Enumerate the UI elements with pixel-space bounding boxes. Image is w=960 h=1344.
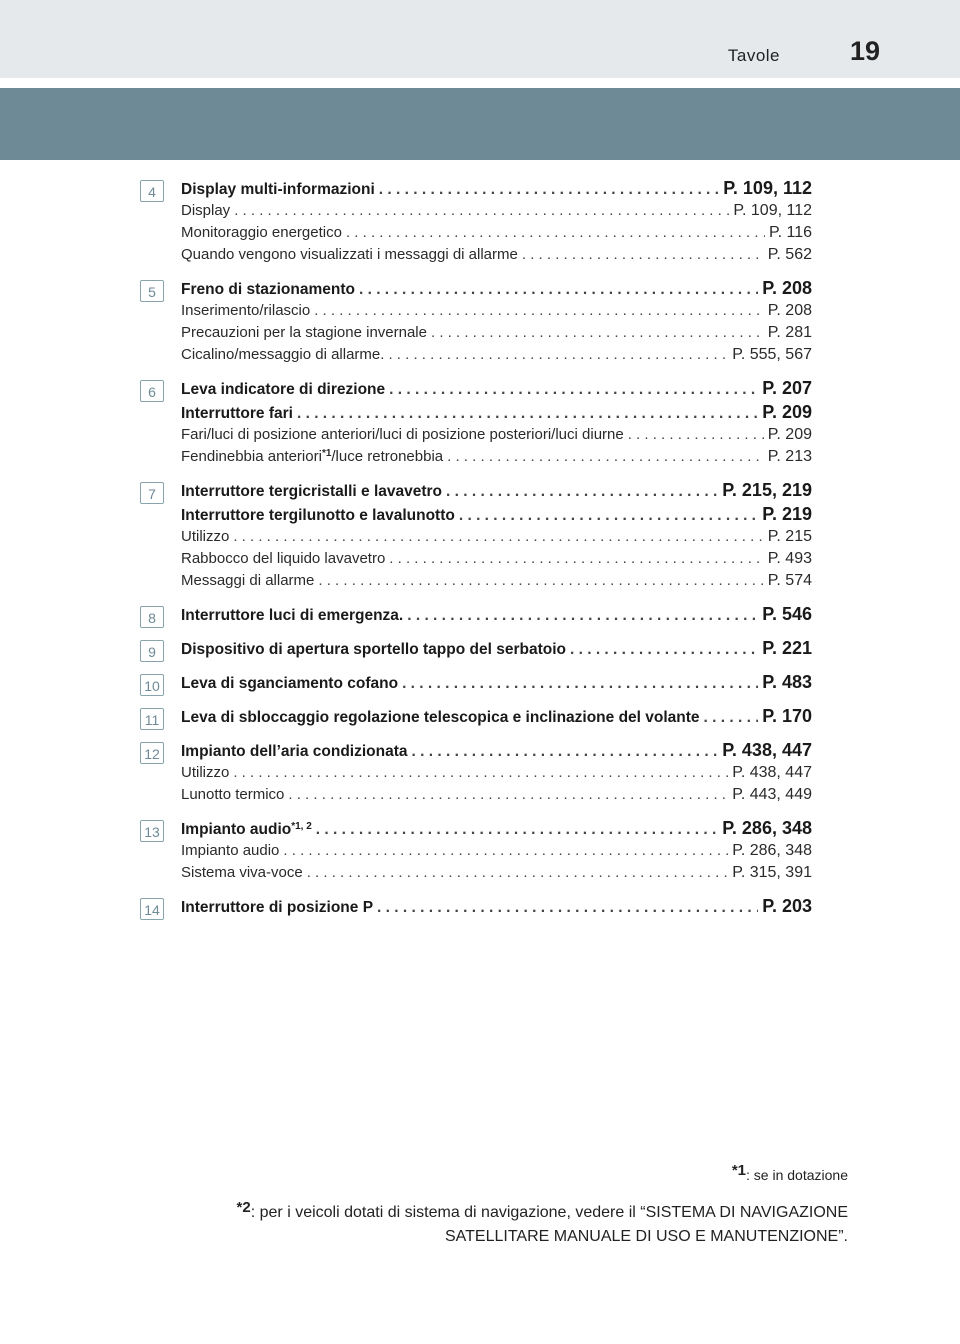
header-color-bar (0, 88, 960, 160)
dot-leader (297, 405, 758, 423)
toc-subentry[interactable] (181, 202, 812, 224)
dot-leader (233, 764, 728, 781)
page-reference[interactable]: P. 109, 112 (723, 178, 812, 198)
toc-entry[interactable] (181, 402, 812, 426)
entry-label-text: Monitoraggio energetico (181, 224, 342, 241)
entry-label-text: Utilizzo (181, 764, 230, 781)
entry-label-text: Fendinebbia anteriori (181, 448, 322, 465)
page-reference[interactable]: P. 443, 449 (732, 786, 812, 803)
footnote-2 (237, 1196, 848, 1249)
page-reference[interactable]: P. 221 (762, 638, 812, 658)
toc-subentry[interactable] (181, 302, 812, 324)
entry-label (181, 302, 310, 319)
page-reference[interactable]: P. 116 (768, 224, 812, 241)
callout-number-badge: 5 (140, 280, 164, 302)
page-reference[interactable]: P. 213 (767, 448, 812, 465)
entry-label (181, 842, 279, 859)
entry-label (181, 448, 443, 465)
toc-group-5 (140, 278, 812, 368)
toc-entry[interactable] (181, 896, 812, 920)
entry-label-text: Impianto dell’aria condizionata (181, 743, 408, 760)
entry-label-text: Messaggi di allarme (181, 572, 315, 589)
entry-label-text: Display multi-informazioni (181, 181, 375, 198)
footnote-2-text-line2: SATELLITARE MANUALE DI USO E MANUTENZIONE”. (444, 1228, 848, 1245)
callout-number-badge: 14 (140, 898, 164, 920)
toc-entry[interactable] (181, 706, 812, 730)
entry-label (181, 202, 230, 219)
entry-label (181, 607, 403, 625)
page-reference[interactable]: P. 546 (762, 604, 812, 624)
toc-group-4 (140, 178, 812, 268)
callout-number-badge: 6 (140, 380, 164, 402)
page-number: 19 (849, 36, 880, 66)
callout-number-badge: 7 (140, 482, 164, 504)
entry-label-text: Impianto audio (181, 842, 280, 859)
entry-label-text: Leva indicatore di direzione (181, 381, 386, 398)
entry-label-text: Interruttore tergilunotto e lavalunotto (181, 507, 455, 524)
page-reference[interactable]: P. 286, 348 (732, 842, 812, 859)
dot-leader (377, 899, 758, 917)
page-reference[interactable]: P. 215 (767, 528, 812, 545)
page-reference[interactable]: P. 109, 112 (733, 202, 812, 219)
entry-label (181, 381, 385, 399)
toc-group-10 (140, 672, 812, 696)
dot-leader (389, 550, 764, 567)
dot-leader (307, 864, 729, 881)
entry-label (181, 346, 384, 363)
entry-label (181, 864, 303, 881)
entry-label-text: Precauzioni per la stagione invernale (181, 324, 427, 341)
toc-group-11 (140, 706, 812, 730)
page-reference[interactable]: P. 207 (762, 378, 812, 398)
toc-group-13 (140, 818, 812, 886)
callout-number-badge: 10 (140, 674, 164, 696)
toc-group-12 (140, 740, 812, 808)
entry-label (181, 764, 229, 781)
toc-subentry[interactable] (181, 324, 812, 346)
dot-leader (288, 786, 728, 803)
toc-entry[interactable] (181, 480, 812, 504)
callout-number-badge: 11 (140, 708, 164, 730)
dot-leader (389, 381, 758, 399)
header-band (0, 0, 960, 78)
footnote-2-text-line1: : per i veicoli dotati di sistema di navigazione, vedere il “SISTEMA DI NAVIGAZIONE (250, 1204, 848, 1221)
entry-label-text: /luce retronebbia (331, 448, 444, 465)
entry-label-text: Leva di sbloccaggio regolazione telescopica e inclinazione del volante (181, 709, 700, 726)
page-reference[interactable]: P. 574 (767, 572, 812, 589)
toc-subentry[interactable] (181, 550, 812, 572)
toc-entry[interactable] (181, 638, 812, 662)
entry-label (181, 550, 385, 567)
page-reference[interactable]: P. 170 (762, 706, 812, 726)
entry-label (181, 786, 284, 803)
callout-number-badge: 8 (140, 606, 164, 628)
page-reference[interactable]: P. 315, 391 (732, 864, 812, 881)
dot-leader (402, 675, 758, 693)
entry-label (181, 246, 518, 263)
dot-leader (446, 483, 718, 501)
entry-label (181, 405, 293, 423)
dot-leader (346, 224, 765, 241)
entry-label (181, 324, 427, 341)
toc-group-8 (140, 604, 812, 628)
toc-subentry[interactable] (181, 528, 812, 550)
entry-label (181, 426, 624, 443)
toc-subentry[interactable] (181, 842, 812, 864)
entry-label (181, 224, 342, 241)
entry-label (181, 899, 373, 917)
page-reference[interactable]: P. 438, 447 (722, 740, 812, 760)
page-reference[interactable]: P. 286, 348 (722, 818, 812, 838)
toc-entry[interactable] (181, 504, 812, 528)
entry-label-text: Fari/luci di posizione anteriori/luci di posizione posteriori/luci diurne (181, 426, 624, 443)
toc-entry[interactable] (181, 178, 812, 202)
callout-number-badge: 9 (140, 640, 164, 662)
toc-group-14 (140, 896, 812, 920)
dot-leader (628, 426, 764, 443)
entry-label (181, 675, 398, 693)
dot-leader (359, 281, 758, 299)
entry-label (181, 709, 700, 727)
callout-number-badge: 12 (140, 742, 164, 764)
toc-subentry[interactable] (181, 864, 812, 886)
page-reference[interactable]: P. 483 (762, 672, 812, 692)
entry-label (181, 281, 355, 299)
toc-subentry[interactable] (181, 572, 812, 594)
toc-subentry[interactable] (181, 224, 812, 246)
entry-label-text: Impianto audio (181, 821, 292, 838)
toc-subentry[interactable] (181, 764, 812, 786)
toc-subentry[interactable] (181, 448, 812, 470)
page-reference[interactable]: P. 555, 567 (732, 346, 812, 363)
entry-label (181, 483, 442, 501)
page-reference[interactable]: P. 208 (767, 302, 812, 319)
dot-leader (388, 346, 728, 363)
entry-label-text: Interruttore di posizione P (181, 899, 374, 916)
dot-leader (234, 202, 729, 219)
entry-label-text: Utilizzo (181, 528, 230, 545)
dot-leader (318, 572, 763, 589)
callout-number-badge: 13 (140, 820, 164, 842)
footnote-2-mark: *2 (236, 1199, 251, 1216)
toc-subentry[interactable] (181, 346, 812, 368)
entry-label-text: Interruttore luci di emergenza. (181, 607, 404, 624)
page-reference[interactable]: P. 209 (767, 426, 812, 443)
entry-label-text: Display (181, 202, 231, 219)
footnote-marker: *1 (321, 448, 332, 459)
page-reference[interactable]: P. 208 (762, 278, 812, 298)
table-of-contents (140, 178, 812, 930)
entry-label-text: Rabbocco del liquido lavavetro (181, 550, 386, 567)
toc-entry[interactable] (181, 740, 812, 764)
entry-label-text: Quando vengono visualizzati i messaggi di allarme (181, 246, 518, 263)
dot-leader (431, 324, 764, 341)
entry-label-text: Interruttore fari (181, 405, 293, 422)
page-reference[interactable]: P. 203 (762, 896, 812, 916)
toc-group-7 (140, 480, 812, 594)
entry-label-text: Cicalino/messaggio di allarme. (181, 346, 385, 363)
dot-leader (316, 821, 718, 839)
dot-leader (233, 528, 763, 545)
toc-entry[interactable] (181, 378, 812, 402)
dot-leader (522, 246, 764, 263)
dot-leader (447, 448, 764, 465)
footnote-1-text: : se in dotazione (746, 1167, 848, 1183)
dot-leader (459, 507, 758, 525)
dot-leader (379, 181, 719, 199)
page-reference[interactable]: P. 281 (767, 324, 812, 341)
entry-label (181, 528, 229, 545)
toc-group-9 (140, 638, 812, 662)
toc-subentry[interactable] (181, 426, 812, 448)
entry-label (181, 821, 312, 839)
page-reference[interactable]: P. 209 (762, 402, 812, 422)
entry-label-text: Lunotto termico (181, 786, 285, 803)
entry-label (181, 181, 375, 199)
page-reference[interactable]: P. 215, 219 (722, 480, 812, 500)
toc-subentry[interactable] (181, 786, 812, 808)
page-reference[interactable]: P. 562 (767, 246, 812, 263)
entry-label (181, 572, 314, 589)
toc-entry[interactable] (181, 818, 812, 842)
toc-group-6 (140, 378, 812, 470)
dot-leader (314, 302, 764, 319)
page-reference[interactable]: P. 219 (762, 504, 812, 524)
toc-entry[interactable] (181, 604, 812, 628)
dot-leader (704, 709, 759, 727)
entry-label (181, 507, 455, 525)
page-reference[interactable]: P. 493 (767, 550, 812, 567)
dot-leader (283, 842, 728, 859)
entry-label-text: Leva di sganciamento cofano (181, 675, 399, 692)
entry-label-text: Inserimento/rilascio (181, 302, 311, 319)
footnote-1-mark: *1 (731, 1162, 747, 1179)
entry-label-text: Dispositivo di apertura sportello tappo del serbatoio (181, 641, 566, 658)
callout-number-badge: 4 (140, 180, 164, 202)
toc-entry[interactable] (181, 278, 812, 302)
footnote-marker: *1, 2 (291, 821, 312, 832)
dot-leader (412, 743, 719, 761)
toc-subentry[interactable] (181, 246, 812, 268)
entry-label-text: Freno di stazionamento (181, 281, 355, 298)
footnote-1 (732, 1162, 848, 1183)
toc-entry[interactable] (181, 672, 812, 696)
entry-label-text: Sistema viva-voce (181, 864, 303, 881)
entry-label (181, 743, 408, 761)
dot-leader (570, 641, 758, 659)
page-reference[interactable]: P. 438, 447 (732, 764, 812, 781)
section-title: Tavole (727, 46, 780, 65)
entry-label-text: Interruttore tergicristalli e lavavetro (181, 483, 443, 500)
dot-leader (407, 607, 758, 625)
entry-label (181, 641, 566, 659)
